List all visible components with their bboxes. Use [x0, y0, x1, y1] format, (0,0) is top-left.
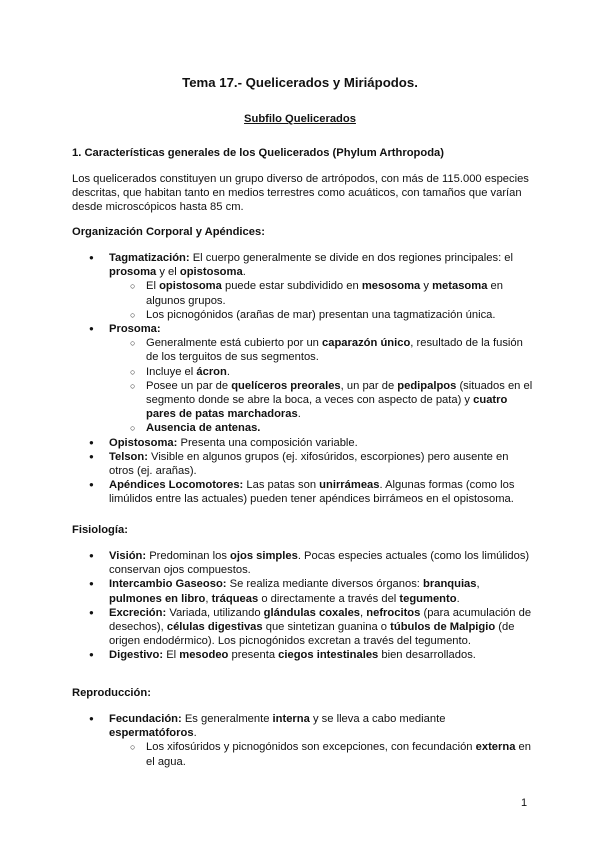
page-title: Tema 17.- Quelicerados y Miriápodos.	[182, 75, 418, 90]
list-item-prosoma: ● Prosoma:	[72, 322, 534, 336]
fisiologia-list	[72, 549, 534, 663]
fisiologia-heading: Fisiología:	[72, 524, 128, 536]
list-subitem: ○ Los picnogónidos (arañas de mar) presentan una tagmatización única.	[72, 308, 534, 322]
list-item-apendices: ● Apéndices Locomotores: Las patas son unirrámeas. Algunas formas (como los limúlidos entre las actuales) pueden tener apéndices birrámeos en el opistosoma.	[72, 478, 534, 506]
page-subtitle: Subfilo Quelicerados	[244, 113, 356, 125]
organizacion-list	[72, 251, 534, 507]
organizacion-heading: Organización Corporal y Apéndices:	[72, 226, 265, 238]
list-item-vision: ● Visión: Predominan los ojos simples. Pocas especies actuales (como los limúlidos) conservan ojos compuestos.	[72, 549, 534, 577]
list-item-opistosoma: ● Opistosoma: Presenta una composición variable.	[72, 436, 534, 450]
list-item-fecundacion: ● Fecundación: Es generalmente interna y se lleva a cabo mediante espermatóforos.	[72, 712, 534, 740]
list-subitem: ○ Ausencia de antenas.	[72, 421, 534, 435]
list-subitem: ○ Generalmente está cubierto por un caparazón único, resultado de la fusión de los terguitos de sus segmentos.	[72, 336, 534, 364]
list-item-intercambio: ● Intercambio Gaseoso: Se realiza mediante diversos órganos: branquias, pulmones en libro, tráqueas o directamente a través del tegumento.	[72, 577, 534, 605]
list-subitem: ○ Posee un par de quelíceros preorales, un par de pedipalpos (situados en el segmento donde se abre la boca, a veces con aspecto de pata) y cuatro pares de patas marchadoras.	[72, 379, 534, 422]
page-number: 1	[521, 797, 528, 809]
list-subitem: ○ Incluye el ácron.	[72, 365, 534, 379]
section1-heading: 1. Características generales de los Quelicerados (Phylum Arthropoda)	[72, 147, 445, 159]
list-item-digestivo: ● Digestivo: El mesodeo presenta ciegos intestinales bien desarrollados.	[72, 648, 534, 662]
list-subitem: ○ El opistosoma puede estar subdividido en mesosoma y metasoma en algunos grupos.	[72, 279, 534, 307]
list-item-tagmatizacion: ● Tagmatización: El cuerpo generalmente se divide en dos regiones principales: el prosoma y el opistosoma.	[72, 251, 534, 279]
list-item-telson: ● Telson: Visible en algunos grupos (ej. xifosúridos, escorpiones) pero ausente en otros (ej. arañas).	[72, 450, 534, 478]
list-subitem: ○ Los xifosúridos y picnogónidos son excepciones, con fecundación externa en el agua.	[72, 740, 534, 768]
list-item-excrecion: ● Excreción: Variada, utilizando glándulas coxales, nefrocitos (para acumulación de desechos), células digestivas que sintetizan guanina o túbulos de Malpigio (de origen endodérmico). Los picnogónidos excretan a través del tegumento.	[72, 606, 534, 649]
intro-paragraph: Los quelicerados constituyen un grupo diverso de artrópodos, con más de 115.000 especies descritas, que habitan tanto en medios terrestres como acuáticos, con tamaños que varían desde microscópicos hasta 85 cm.	[72, 173, 529, 214]
reproduccion-heading: Reproducción:	[72, 687, 151, 699]
reproduccion-list	[72, 712, 534, 769]
